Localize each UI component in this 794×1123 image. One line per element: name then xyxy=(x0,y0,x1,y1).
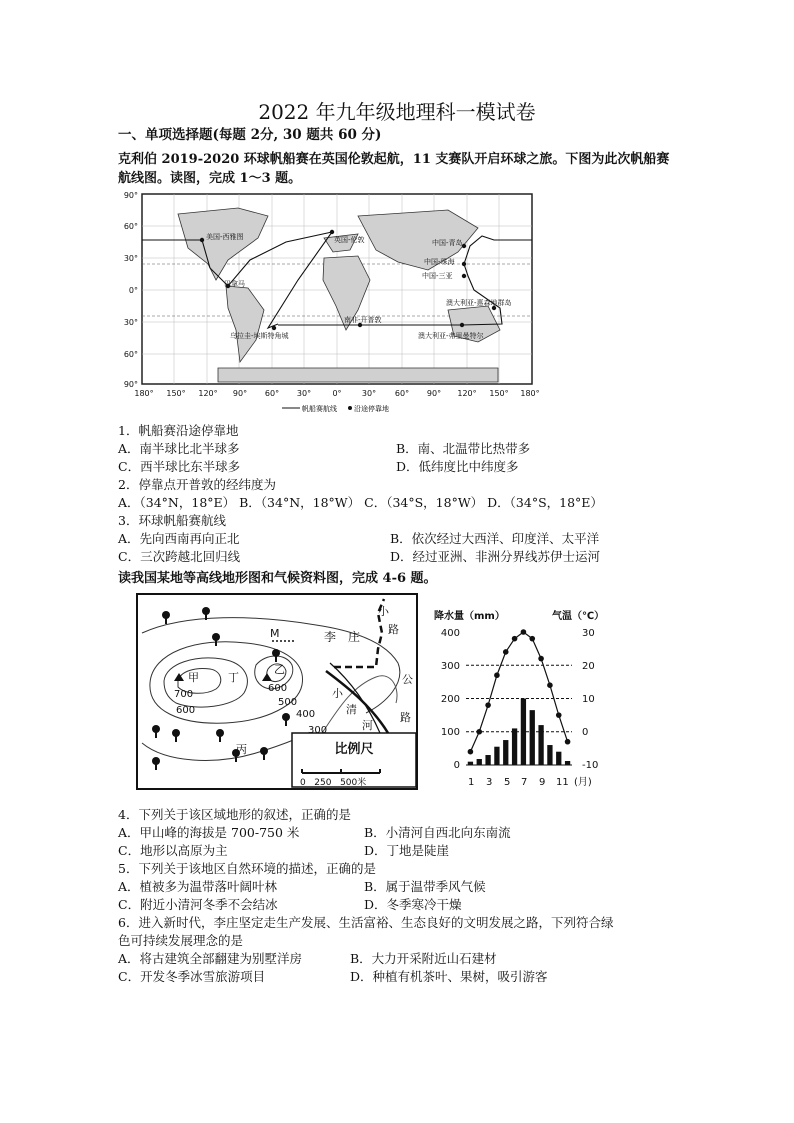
lat-60n: 60° xyxy=(123,222,138,231)
q3-option-b[interactable]: B．依次经过大西洋、印度洋、太平洋 xyxy=(390,531,600,546)
q3-option-d[interactable]: D．经过亚洲、非洲分界线苏伊士运河 xyxy=(390,549,601,564)
temp-point xyxy=(556,712,562,718)
label-xiao: 小 xyxy=(332,687,343,700)
q1-option-c[interactable]: C．西半球比东半球多 xyxy=(118,459,241,474)
precip-tick: 0 xyxy=(453,760,460,771)
precip-tick: 100 xyxy=(440,727,460,738)
svg-text:沿途停靠地: 沿途停靠地 xyxy=(354,405,389,413)
world-route-map xyxy=(118,190,550,420)
temp-point xyxy=(521,629,527,635)
page-title: 2022 年九年级地理科一模试卷 xyxy=(258,100,536,124)
temp-tick: -10 xyxy=(582,760,599,771)
lon-label: 30° xyxy=(296,389,312,398)
q5-stem: 5．下列关于该地区自然环境的描述，正确的是 xyxy=(118,861,376,876)
temp-point xyxy=(529,636,535,642)
place-capetown: 南非-开普敦 xyxy=(344,316,382,324)
place-zhuhai: 中国-珠海 xyxy=(424,258,455,266)
label-qing: 清 xyxy=(346,703,357,716)
q6-option-b[interactable]: B．大力开采附近山石建材 xyxy=(350,951,497,966)
q2-options[interactable]: A．（34°N，18°E） B．（34°N，18°W） C．（34°S，18°W） D．（34°S，18°E） xyxy=(118,495,603,510)
q6-option-d[interactable]: D．种植有机茶叶、果树，吸引游客 xyxy=(350,969,548,984)
month-tick: 11 xyxy=(556,777,569,788)
lat-60s: 60° xyxy=(123,350,138,359)
temp-axis-title: 气温（℃） xyxy=(552,611,605,622)
lat-0: 0° xyxy=(128,286,138,295)
q5-option-b[interactable]: B．属于温带季风气候 xyxy=(364,879,486,894)
q3-stem: 3．环球帆船赛航线 xyxy=(118,513,226,528)
q6-stem-line2: 色可持续发展理念的是 xyxy=(118,933,244,948)
q1-option-b[interactable]: B．南、北温带比热带多 xyxy=(396,441,531,456)
precip-tick: 300 xyxy=(440,661,460,672)
lon-label: 180° xyxy=(520,389,540,398)
q6-option-a[interactable]: A．将古建筑全部翻建为别墅洋房 xyxy=(118,951,303,966)
place-qingdao: 中国-青岛 xyxy=(432,239,463,247)
contour-label: 500 xyxy=(278,697,298,708)
place-punta-del-este: 乌拉圭-埃斯特角城 xyxy=(230,332,289,340)
temp-tick: 0 xyxy=(582,727,589,738)
temp-line xyxy=(470,632,567,752)
month-tick: 5 xyxy=(504,777,511,788)
q4-option-c[interactable]: C．地形以高原为主 xyxy=(118,843,228,858)
contour-label: 400 xyxy=(296,709,316,720)
scale-ticks: 0 250 500米 xyxy=(300,778,367,788)
temp-point xyxy=(538,656,544,662)
precip-bar xyxy=(538,725,543,765)
map-legend xyxy=(282,404,389,413)
temp-tick: 30 xyxy=(582,628,595,639)
place-panama: 巴拿马 xyxy=(224,280,245,288)
q6-option-c[interactable]: C．开发冬季冰雪旅游项目 xyxy=(118,969,266,984)
temp-point xyxy=(476,729,482,735)
precip-bar xyxy=(521,699,526,766)
label-road-lu: 路 xyxy=(388,623,399,636)
month-tick: 9 xyxy=(539,777,546,788)
month-unit: (月) xyxy=(574,777,592,788)
month-tick: 1 xyxy=(468,777,475,788)
temp-point xyxy=(468,749,474,755)
contour-label: 600 xyxy=(268,683,288,694)
q3-option-c[interactable]: C．三次跨越北回归线 xyxy=(118,549,241,564)
label-zhuang: 庄 xyxy=(348,630,361,644)
q5-option-c[interactable]: C．附近小清河冬季不会结冰 xyxy=(118,897,278,912)
temp-tick: 20 xyxy=(582,661,595,672)
q2-stem: 2．停靠点开普敦的经纬度为 xyxy=(118,477,276,492)
lon-label: 0° xyxy=(332,389,342,398)
temp-point xyxy=(565,739,571,745)
label-jia: 甲 xyxy=(188,671,199,684)
month-tick: 3 xyxy=(486,777,493,788)
q3-option-a[interactable]: A．先向西南再向正北 xyxy=(118,531,240,546)
label-li: 李 xyxy=(324,630,337,644)
place-sanya: 中国-三亚 xyxy=(422,272,453,280)
lon-label: 120° xyxy=(457,389,477,398)
q4-option-b[interactable]: B．小清河自西北向东南流 xyxy=(364,825,511,840)
place-fremantle: 澳大利亚-弗里曼特尔 xyxy=(418,332,484,340)
intro-q1-3: 克利伯 2019-2020 环球帆船赛在英国伦敦起航，11 支赛队开启环球之旅。下图为此次帆船赛航线图。读图，完成 1～3 题。 xyxy=(118,152,670,186)
precip-bar xyxy=(477,759,482,765)
precip-bar xyxy=(530,710,535,765)
lon-label: 90° xyxy=(426,389,442,398)
q5-option-d[interactable]: D．冬季寒冷干燥 xyxy=(364,897,462,912)
q4-option-d[interactable]: D．丁地是陡崖 xyxy=(364,843,450,858)
precip-tick: 400 xyxy=(440,628,460,639)
lon-label: 60° xyxy=(394,389,410,398)
lat-90s: 90° xyxy=(123,380,138,389)
lon-label: 180° xyxy=(134,389,154,398)
precip-bar xyxy=(565,761,570,765)
precip-tick: 200 xyxy=(440,694,460,705)
precip-bar xyxy=(556,752,561,765)
label-gong: 公 xyxy=(402,673,413,686)
place-whitsunday: 澳大利亚-惠森地群岛 xyxy=(446,299,512,307)
q1-option-d[interactable]: D．低纬度比中纬度多 xyxy=(396,459,519,474)
scale-title: 比例尺 xyxy=(334,742,374,757)
temp-point xyxy=(485,702,491,708)
contour-label: 700 xyxy=(174,689,194,700)
q1-stem: 1．帆船赛沿途停靠地 xyxy=(118,423,239,438)
temp-point xyxy=(494,672,500,678)
temp-tick: 10 xyxy=(582,694,595,705)
label-yi: 乙 xyxy=(274,663,285,676)
contour-label: 600 xyxy=(176,705,196,716)
contour-map xyxy=(136,593,418,790)
lon-label: 120° xyxy=(198,389,218,398)
section-heading: 一、单项选择题(每题 2分, 30 题共 60 分) xyxy=(118,127,382,143)
lon-label: 30° xyxy=(361,389,377,398)
lon-label: 150° xyxy=(489,389,509,398)
contour-label: 300 xyxy=(308,725,328,736)
lat-90n: 90° xyxy=(123,191,138,200)
q1-option-a[interactable]: A．南半球比北半球多 xyxy=(118,441,240,456)
lat-30n: 30° xyxy=(123,254,138,263)
precip-bar xyxy=(512,728,517,765)
q5-option-a[interactable]: A．植被多为温带落叶阔叶林 xyxy=(118,879,278,894)
label-ding: 丁 xyxy=(228,671,239,684)
q6-stem-line1: 6．进入新时代，李庄坚定走生产发展、生活富裕、生态良好的文明发展之路，下列符合绿 xyxy=(118,915,614,930)
label-bing: 丙 xyxy=(236,743,247,756)
svg-text:帆船赛航线: 帆船赛航线 xyxy=(302,405,337,413)
label-road-xiao: 小 xyxy=(378,605,389,618)
climate-chart xyxy=(420,605,630,795)
precip-bar xyxy=(468,762,473,765)
intro-q4-6: 读我国某地等高线地形图和气候资料图，完成 4-6 题。 xyxy=(118,571,437,586)
precip-axis-title: 降水量（mm） xyxy=(434,611,505,622)
label-m: M xyxy=(270,627,280,640)
temp-point xyxy=(512,636,518,642)
label-he: 河 xyxy=(362,719,373,732)
lon-label: 150° xyxy=(166,389,186,398)
place-seattle: 美国-西雅图 xyxy=(206,233,244,241)
lat-30s: 30° xyxy=(123,318,138,327)
lon-label: 90° xyxy=(232,389,248,398)
place-london: 英国-伦敦 xyxy=(334,236,365,244)
precip-bar xyxy=(503,740,508,765)
precip-bar xyxy=(547,745,552,765)
q4-option-a[interactable]: A．甲山峰的海拔是 700-750 米 xyxy=(118,825,300,840)
q4-stem: 4．下列关于该区域地形的叙述，正确的是 xyxy=(118,807,351,822)
precip-bar xyxy=(494,747,499,765)
precip-bar xyxy=(485,755,490,765)
lon-label: 60° xyxy=(264,389,280,398)
temp-point xyxy=(547,682,553,688)
temp-point xyxy=(503,649,509,655)
month-tick: 7 xyxy=(521,777,528,788)
label-lu2: 路 xyxy=(400,711,411,724)
